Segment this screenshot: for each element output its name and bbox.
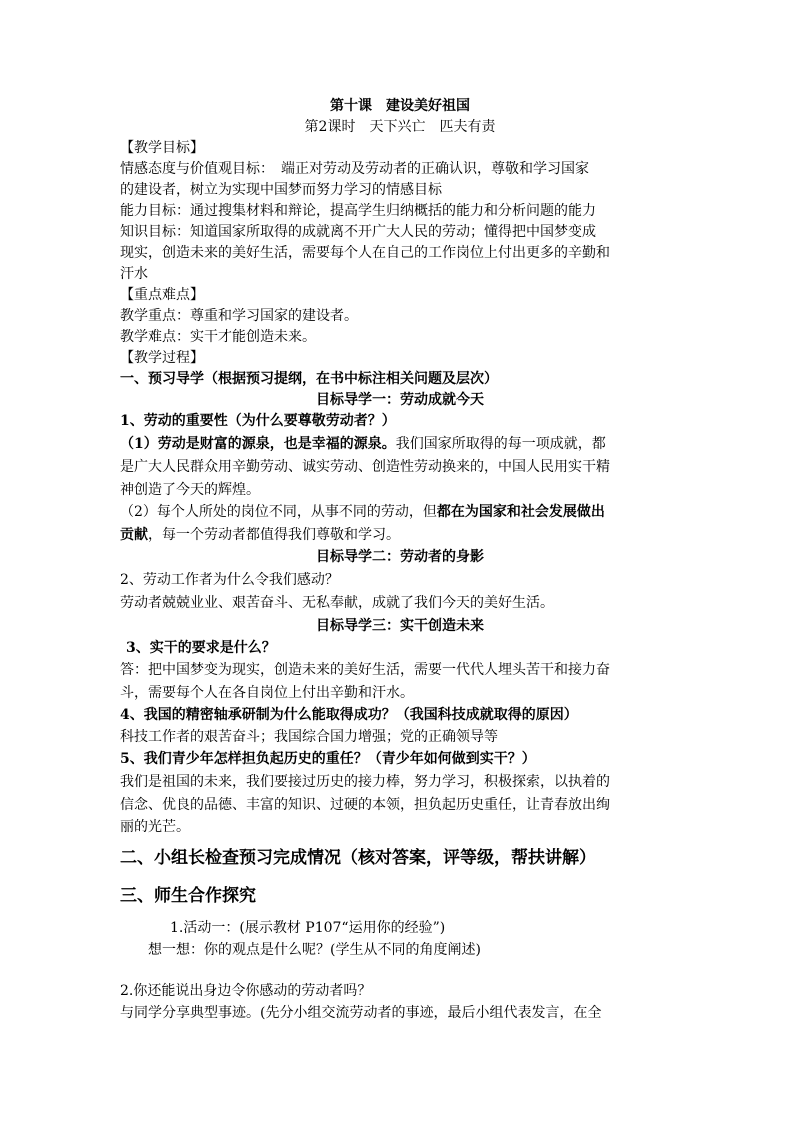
knowledge-goal-line-1: 知识目标：知道国家所取得的成就离不开广大人民的劳动；懂得把中国梦变成 xyxy=(120,224,596,240)
question-5: 5、我们青少年怎样担负起历史的重任？（青少年如何做到实干？） xyxy=(120,751,536,767)
answer-1-paragraph-1-line-3: 神创造了今天的辉煌。 xyxy=(120,482,260,498)
answer-5-line-3: 丽的光芒。 xyxy=(120,819,190,835)
lesson-subtitle: 第2课时 天下兴亡 匹夫有责 xyxy=(304,119,496,135)
answer-1-paragraph-2-line-1 xyxy=(120,502,680,522)
guide-3-heading: 目标导学三：实干创造未来 xyxy=(316,618,484,634)
answer-1-p2-emphasis: 都在为国家和社会发展做出 xyxy=(436,504,605,520)
key-point: 教学重点：尊重和学习国家的建设者。 xyxy=(120,308,358,324)
answer-1-p2-rest: ，每一个劳动者都值得我们尊敬和学习。 xyxy=(148,527,400,543)
answer-4: 科技工作者的艰苦奋斗；我国综合国力增强；党的正确领导等 xyxy=(120,729,498,745)
answer-1-emphasis: （1）劳动是财富的源泉，也是幸福的源泉。 xyxy=(120,436,396,452)
question-2: 2、劳动工作者为什么令我们感动？ xyxy=(120,572,339,588)
guide-2-heading: 目标导学二：劳动者的身影 xyxy=(316,549,484,565)
activity-2-share: 与同学分享典型事迹。(先分小组交流劳动者的事迹，最后小组代表发言，在全 xyxy=(120,1005,602,1021)
answer-5-line-2: 信念、优良的品德、丰富的知识、过硬的本领，担负起历史重任，让青春放出绚 xyxy=(120,797,610,813)
answer-3-line-1: 答：把中国梦变为现实，创造未来的美好生活，需要一代代人埋头苦干和接力奋 xyxy=(120,662,610,678)
section-2-heading: 二、小组长检查预习完成情况（核对答案，评等级，帮扶讲解） xyxy=(120,848,596,868)
section-1-heading: 一、预习导学（根据预习提纲，在书中标注相关问题及层次） xyxy=(120,371,498,387)
question-1: 1、劳动的重要性（为什么要尊敬劳动者？） xyxy=(120,413,396,429)
activity-2: 2.你还能说出身边令你感动的劳动者吗？ xyxy=(120,983,372,999)
lesson-title: 第十课 建设美好祖国 xyxy=(330,98,470,114)
question-3: 3、实干的要求是什么？ xyxy=(126,640,276,656)
emotion-goal-line-2: 的建设者，树立为实现中国梦而努力学习的情感目标 xyxy=(120,182,442,198)
answer-2: 劳动者兢兢业业、艰苦奋斗、无私奉献，成就了我们今天的美好生活。 xyxy=(120,595,554,611)
knowledge-goal-line-3: 汗水 xyxy=(120,266,148,282)
key-points-heading: 【重点难点】 xyxy=(120,287,204,303)
answer-1-paragraph-1-line-1 xyxy=(120,434,680,454)
answer-1-p2-emphasis-2: 贡献 xyxy=(120,527,148,543)
activity-1-think: 想一想：你的观点是什么呢？(学生从不同的角度阐述) xyxy=(148,942,481,958)
knowledge-goal-line-2: 现实，创造未来的美好生活，需要每个人在自己的工作岗位上付出更多的辛勤和 xyxy=(120,245,610,261)
answer-5-line-1: 我们是祖国的未来，我们要接过历史的接力棒，努力学习，积极探索，以执着的 xyxy=(120,774,610,790)
answer-1-paragraph-1-line-2: 是广大人民群众用辛勤劳动、诚实劳动、创造性劳动换来的，中国人民用实干精 xyxy=(120,459,610,475)
section-3-heading: 三、师生合作探究 xyxy=(120,886,256,906)
answer-1-text: 我们国家所取得的每一项成就，都 xyxy=(395,436,606,452)
activity-1: 1.活动一：(展示教材 P107“运用你的经验”) xyxy=(170,920,446,936)
process-heading: 【教学过程】 xyxy=(120,350,204,366)
guide-1-heading: 目标导学一：劳动成就今天 xyxy=(316,392,484,408)
ability-goal: 能力目标：通过搜集材料和辩论，提高学生归纳概括的能力和分析问题的能力 xyxy=(120,203,596,219)
question-4: 4、我国的精密轴承研制为什么能取得成功？（我国科技成就取得的原因） xyxy=(120,707,578,723)
answer-1-paragraph-2-line-2 xyxy=(120,525,680,545)
difficult-point: 教学难点：实干才能创造未来。 xyxy=(120,329,316,345)
emotion-goal-line-1: 情感态度与价值观目标： 端正对劳动及劳动者的正确认识，尊敬和学习国家 xyxy=(120,161,589,177)
answer-1-p2-text: （2）每个人所处的岗位不同，从事不同的劳动，但 xyxy=(120,504,437,520)
answer-3-line-2: 斗，需要每个人在各自岗位上付出辛勤和汗水。 xyxy=(120,685,414,701)
objectives-heading: 【教学目标】 xyxy=(120,140,204,156)
